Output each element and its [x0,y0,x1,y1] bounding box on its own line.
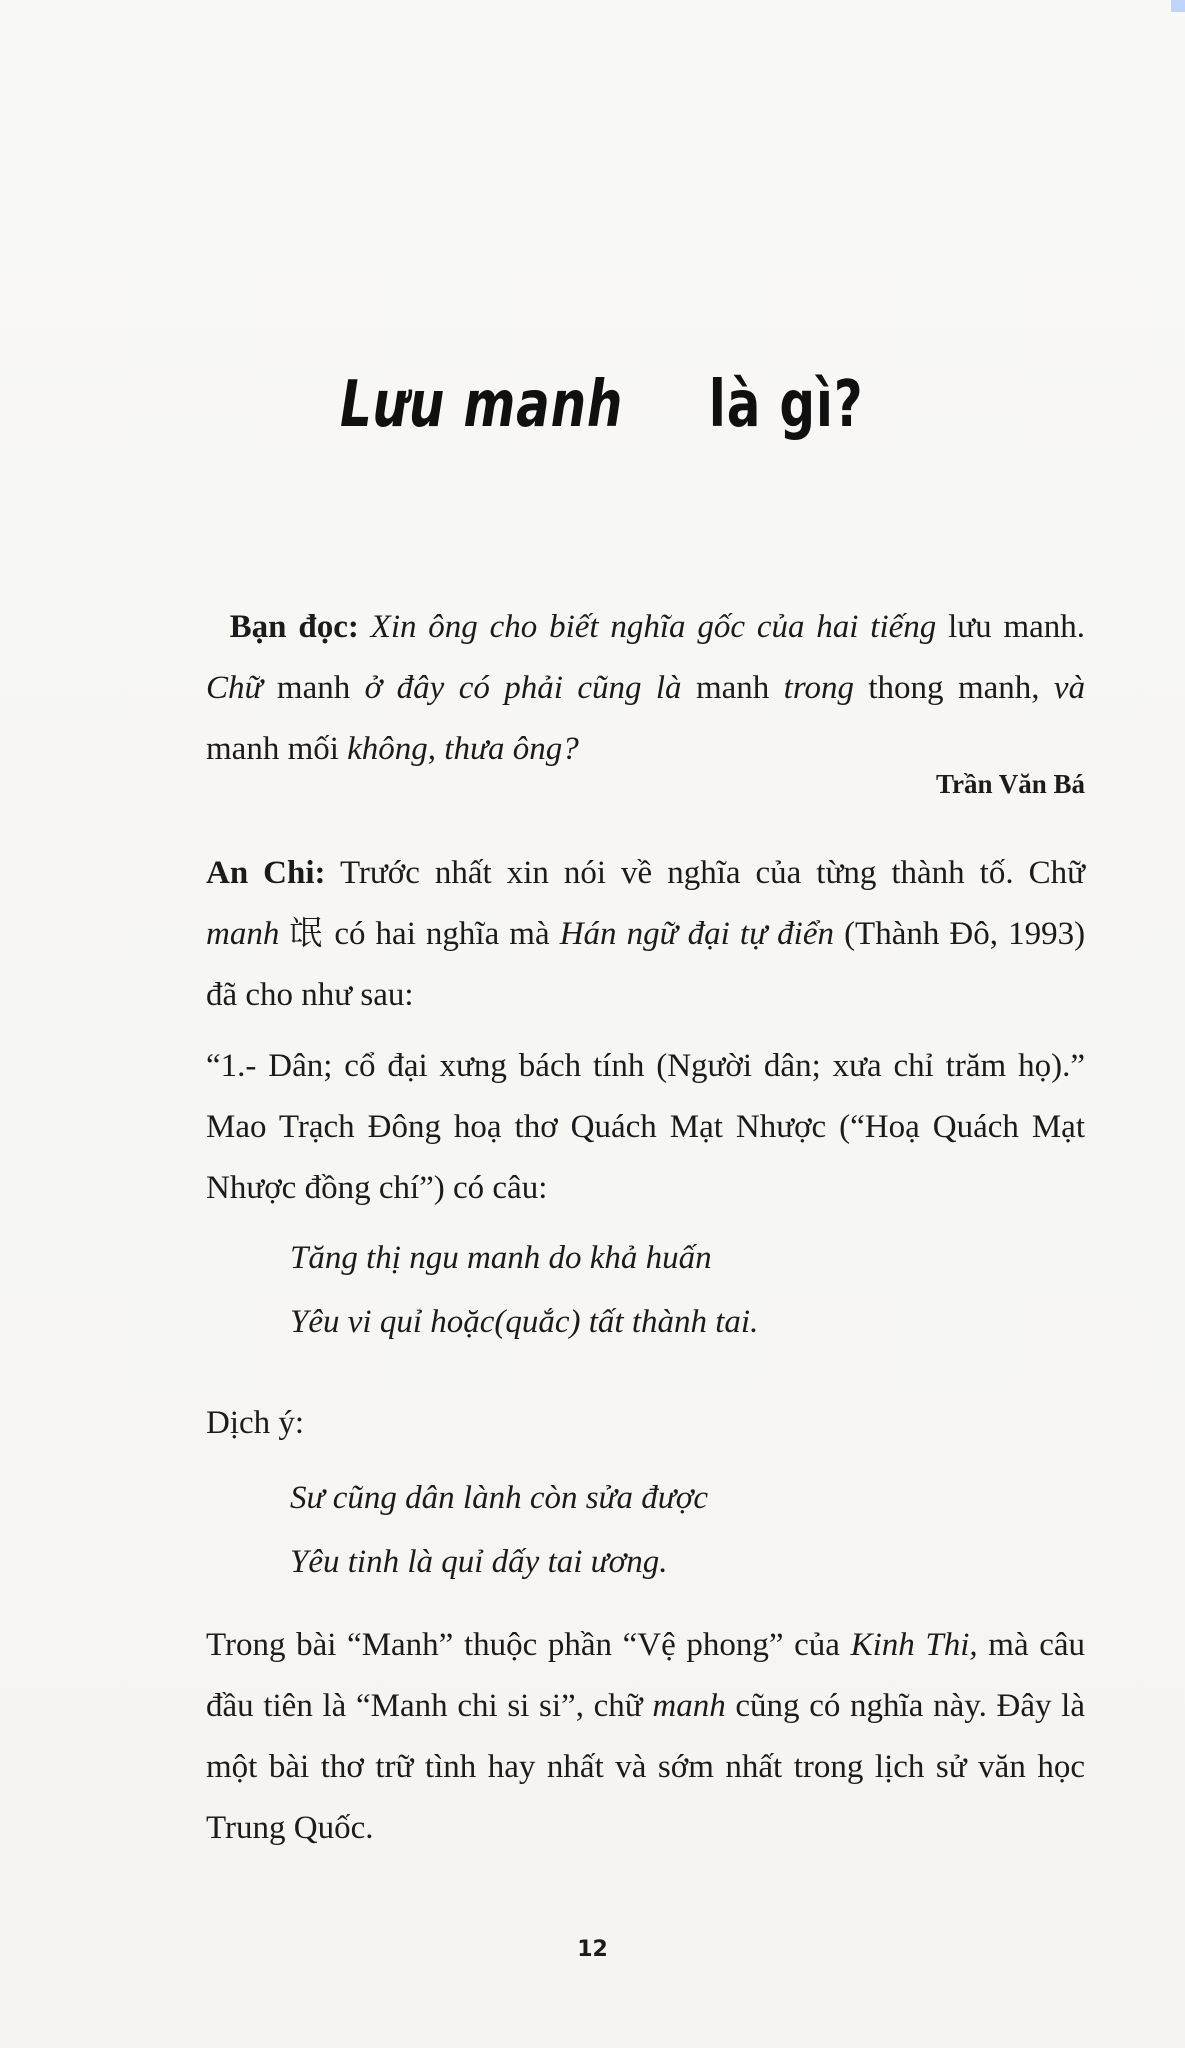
page-number: 12 [577,1937,608,1962]
answer-word-manh: manh [206,916,280,952]
title-part-2: là gì? [708,368,864,442]
verse-original [290,1226,1050,1354]
answer-intro-1: Trước nhất xin nói về nghĩa của từng thành tố. [339,855,1014,891]
verse-translation [290,1466,1050,1594]
definition-text: “1.- Dân; cổ đại xưng bách tính (Người dân; xưa chỉ trăm họ).” Mao Trạch Đông hoạ thơ Quách Mạt Nhược (“Hoạ Quách Mạt Nhược đồng chí”) có câu: [206,1048,1085,1206]
closing-manh: manh [652,1688,726,1724]
reader-q-plain-4: thong manh, [868,670,1040,706]
closing-p2: mà câu đầu tiên là “Manh chi si si”, chữ [206,1627,1086,1724]
closing-p1: Trong bài “Manh” thuộc phần “Vệ phong” của [206,1627,840,1663]
page-title [0,365,1185,445]
verse-translation-line-1: Sư cũng dân lành còn sửa được [290,1480,709,1516]
reader-q-plain-2: manh [276,670,351,706]
answer-hanzi: 氓 [289,916,325,952]
translation-label: Dịch ý: [206,1405,305,1441]
reader-signature: Trần Văn Bá [935,769,1085,799]
definition-paragraph [206,1036,1085,1219]
reader-q-italic-6: không, thưa ông? [347,731,579,767]
verse-original-line-1: Tăng thị ngu manh do khả huấn [290,1240,712,1276]
closing-kinh-thi: Kinh Thi, [850,1627,978,1663]
answer-intro-2: Chữ [1028,855,1085,891]
answer-intro-3: có hai nghĩa mà [334,916,550,952]
verse-translation-line-2: Yêu tinh là quỉ dấy tai ương. [290,1544,668,1580]
answer-label: An Chi: [206,855,326,891]
corner-mark [1171,0,1185,12]
answer-dictionary: Hán ngữ đại tự điển [559,916,834,952]
reader-q-plain-3: manh [695,670,770,706]
answer-intro-4: (Thành Đô, 1993) đã cho như sau: [206,916,1086,1013]
reader-q-plain-1: lưu manh. [948,609,1086,645]
reader-q-italic-1: Xin ông cho biết nghĩa gốc của hai tiếng [370,609,937,645]
reader-q-plain-5: manh mối [206,731,339,767]
reader-question [206,597,1085,780]
reader-label: Bạn đọc: [229,609,359,645]
verse-original-line-2: Yêu vi quỉ hoặc(quắc) tất thành tai. [290,1304,759,1340]
answer-intro [206,843,1085,1026]
closing-p3: cũng có nghĩa này. Đây là một bài thơ trữ tình hay nhất và sớm nhất trong lịch sử văn học Trung Quốc. [206,1688,1085,1846]
reader-q-italic-2: Chữ [206,670,263,706]
reader-q-italic-3: ở đây có phải cũng là [364,670,682,706]
reader-q-italic-5: và [1053,670,1086,706]
reader-q-italic-4: trong [783,670,854,706]
title-part-1: Lưu manh [340,368,624,442]
closing-paragraph [206,1615,1085,1859]
